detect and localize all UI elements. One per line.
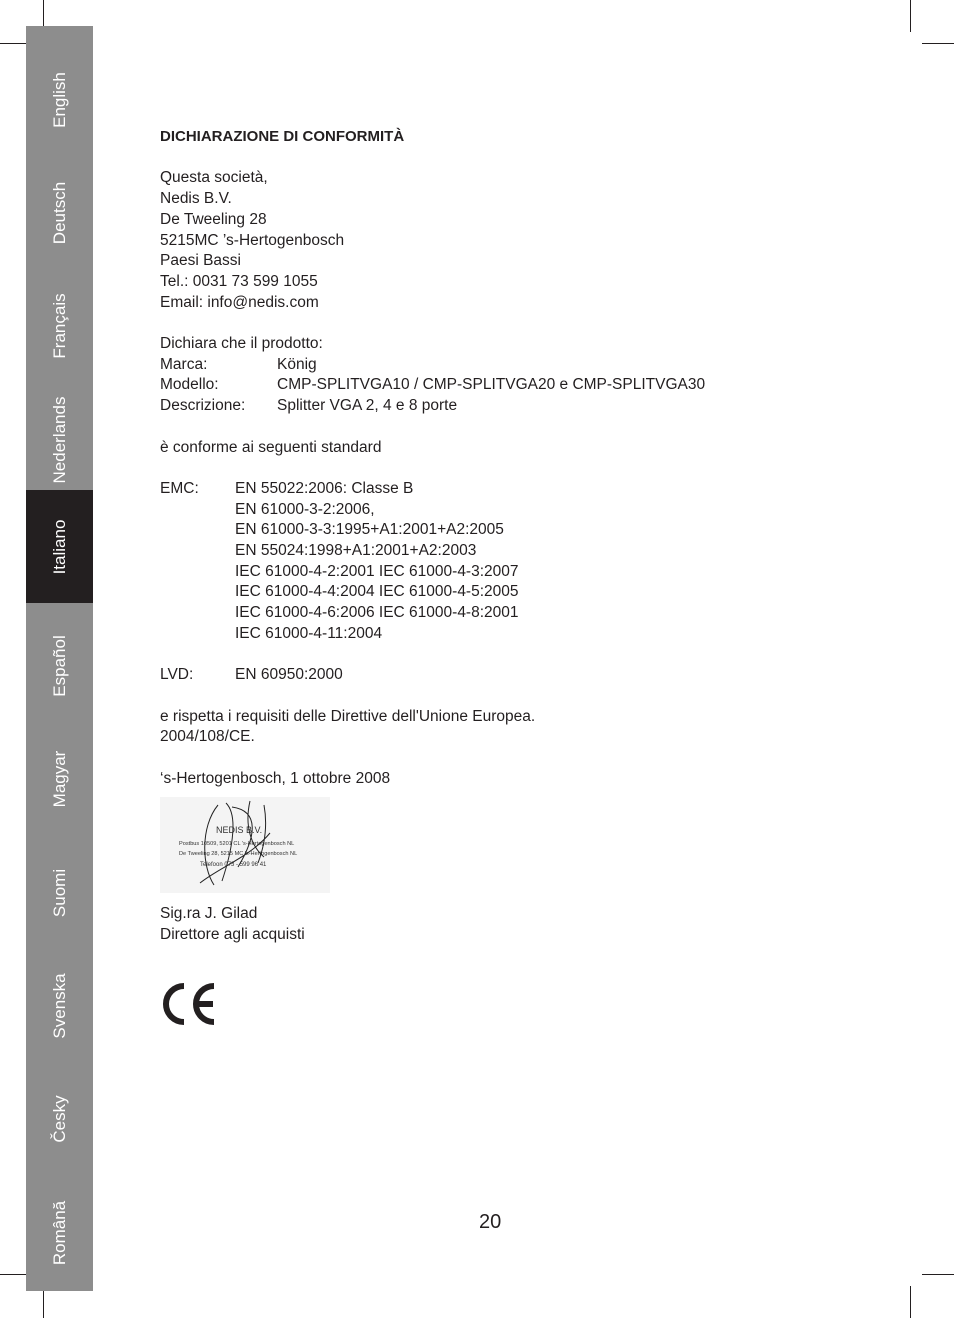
product-value: CMP-SPLITVGA10 / CMP-SPLITVGA20 e CMP-SPLITVGA30	[277, 376, 706, 394]
address-line: Nedis B.V.	[160, 190, 232, 208]
place-date: ‘s-Hertogenbosch, 1 ottobre 2008	[160, 769, 391, 787]
emc-standard: IEC 61000-4-11:2004	[235, 624, 383, 642]
language-tab-label: Svenska	[49, 973, 69, 1039]
stamp-line-2: De Tweeling 28, 5215 MC 's-Hertogenbosch NL	[179, 851, 298, 858]
address-line: 5215MC ’s-Hertogenbosch	[160, 231, 345, 249]
directive-line: e rispetta i requisiti delle Direttive dell'Unione Europea.	[160, 707, 536, 725]
declares-text: Dichiara che il prodotto:	[160, 335, 323, 352]
emc-standard: EN 55022:2006: Classe B	[235, 479, 414, 497]
address-line: Paesi Bassi	[160, 252, 241, 270]
signature-stamp	[160, 797, 330, 893]
language-tab-label: Nederlands	[49, 396, 69, 484]
directive-text	[160, 707, 860, 748]
language-tab-10[interactable]	[26, 1176, 93, 1289]
emc-standard: IEC 61000-4-2:2001 IEC 61000-4-3:2007	[235, 562, 519, 580]
emc-standard: IEC 61000-4-4:2004 IEC 61000-4-5:2005	[235, 583, 519, 601]
crop-mark	[922, 1274, 954, 1275]
product-value: Splitter VGA 2, 4 e 8 porte	[277, 397, 458, 415]
language-tab-3[interactable]	[26, 383, 93, 496]
crop-mark	[922, 43, 954, 44]
language-tab-label: Česky	[49, 1095, 69, 1143]
product-row	[160, 375, 860, 396]
language-tab-label: Italiano	[49, 519, 69, 574]
product-value: König	[277, 355, 317, 373]
stamp-name: NEDIS B.V.	[216, 825, 263, 836]
product-key: Modello:	[160, 376, 219, 394]
address-line: Tel.: 0031 73 599 1055	[160, 272, 318, 290]
language-tab-8[interactable]	[26, 949, 93, 1062]
language-tab-7[interactable]	[26, 836, 93, 949]
stamp-line-3: Telefoon 073 - 599 96 41	[200, 862, 267, 869]
product-details	[160, 355, 860, 417]
company-address	[160, 168, 860, 313]
language-tab-label: Deutsch	[49, 181, 69, 245]
emc-standards	[160, 479, 860, 645]
language-tab-label: Română	[49, 1200, 69, 1265]
ce-mark-icon	[160, 982, 218, 1026]
lvd-standard	[160, 665, 860, 686]
address-line: De Tweeling 28	[160, 210, 267, 228]
emc-label: EMC:	[160, 479, 199, 497]
stamp-line-1: Postbus 10509, 5201 CL 's-Hertogenbosch NL	[179, 841, 295, 848]
signer-role: Direttore agli acquisti	[160, 925, 305, 943]
emc-standard: EN 61000-3-2:2006,	[235, 500, 375, 518]
conforms-text: è conforme ai seguenti standard	[160, 438, 382, 456]
language-tab-label: Español	[49, 635, 69, 697]
crop-mark	[910, 0, 911, 32]
product-key: Marca:	[160, 355, 208, 373]
language-tab-label: Français	[49, 293, 69, 359]
product-row	[160, 355, 860, 376]
product-row	[160, 396, 860, 417]
emc-standard: IEC 61000-4-6:2006 IEC 61000-4-8:2001	[235, 604, 519, 622]
emc-standard: EN 61000-3-3:1995+A1:2001+A2:2005	[235, 521, 504, 539]
document-title: DICHIARAZIONE DI CONFORMITÀ	[160, 128, 405, 145]
language-tab-5[interactable]	[26, 610, 93, 723]
product-key: Descrizione:	[160, 397, 246, 415]
address-line: Email: info@nedis.com	[160, 293, 319, 311]
address-line: Questa società,	[160, 169, 268, 187]
page-number: 20	[479, 1211, 502, 1233]
signer-name: Sig.ra J. Gilad	[160, 905, 258, 923]
language-tab-4[interactable]	[26, 490, 93, 603]
language-tab-2[interactable]	[26, 270, 93, 383]
document-body	[160, 127, 860, 1032]
language-tab-label: Suomi	[49, 868, 69, 917]
language-tab-label: Magyar	[49, 751, 69, 808]
directive-line: 2004/108/CE.	[160, 728, 255, 746]
crop-mark	[910, 1286, 911, 1318]
language-tab-1[interactable]	[26, 156, 93, 269]
lvd-label: LVD:	[160, 666, 194, 684]
lvd-value: EN 60950:2000	[235, 666, 343, 684]
language-tab-6[interactable]	[26, 723, 93, 836]
language-tab-0[interactable]	[26, 43, 93, 156]
language-tab-label: English	[49, 71, 69, 128]
language-tab-9[interactable]	[26, 1063, 93, 1176]
emc-standard: EN 55024:1998+A1:2001+A2:2003	[235, 542, 477, 559]
